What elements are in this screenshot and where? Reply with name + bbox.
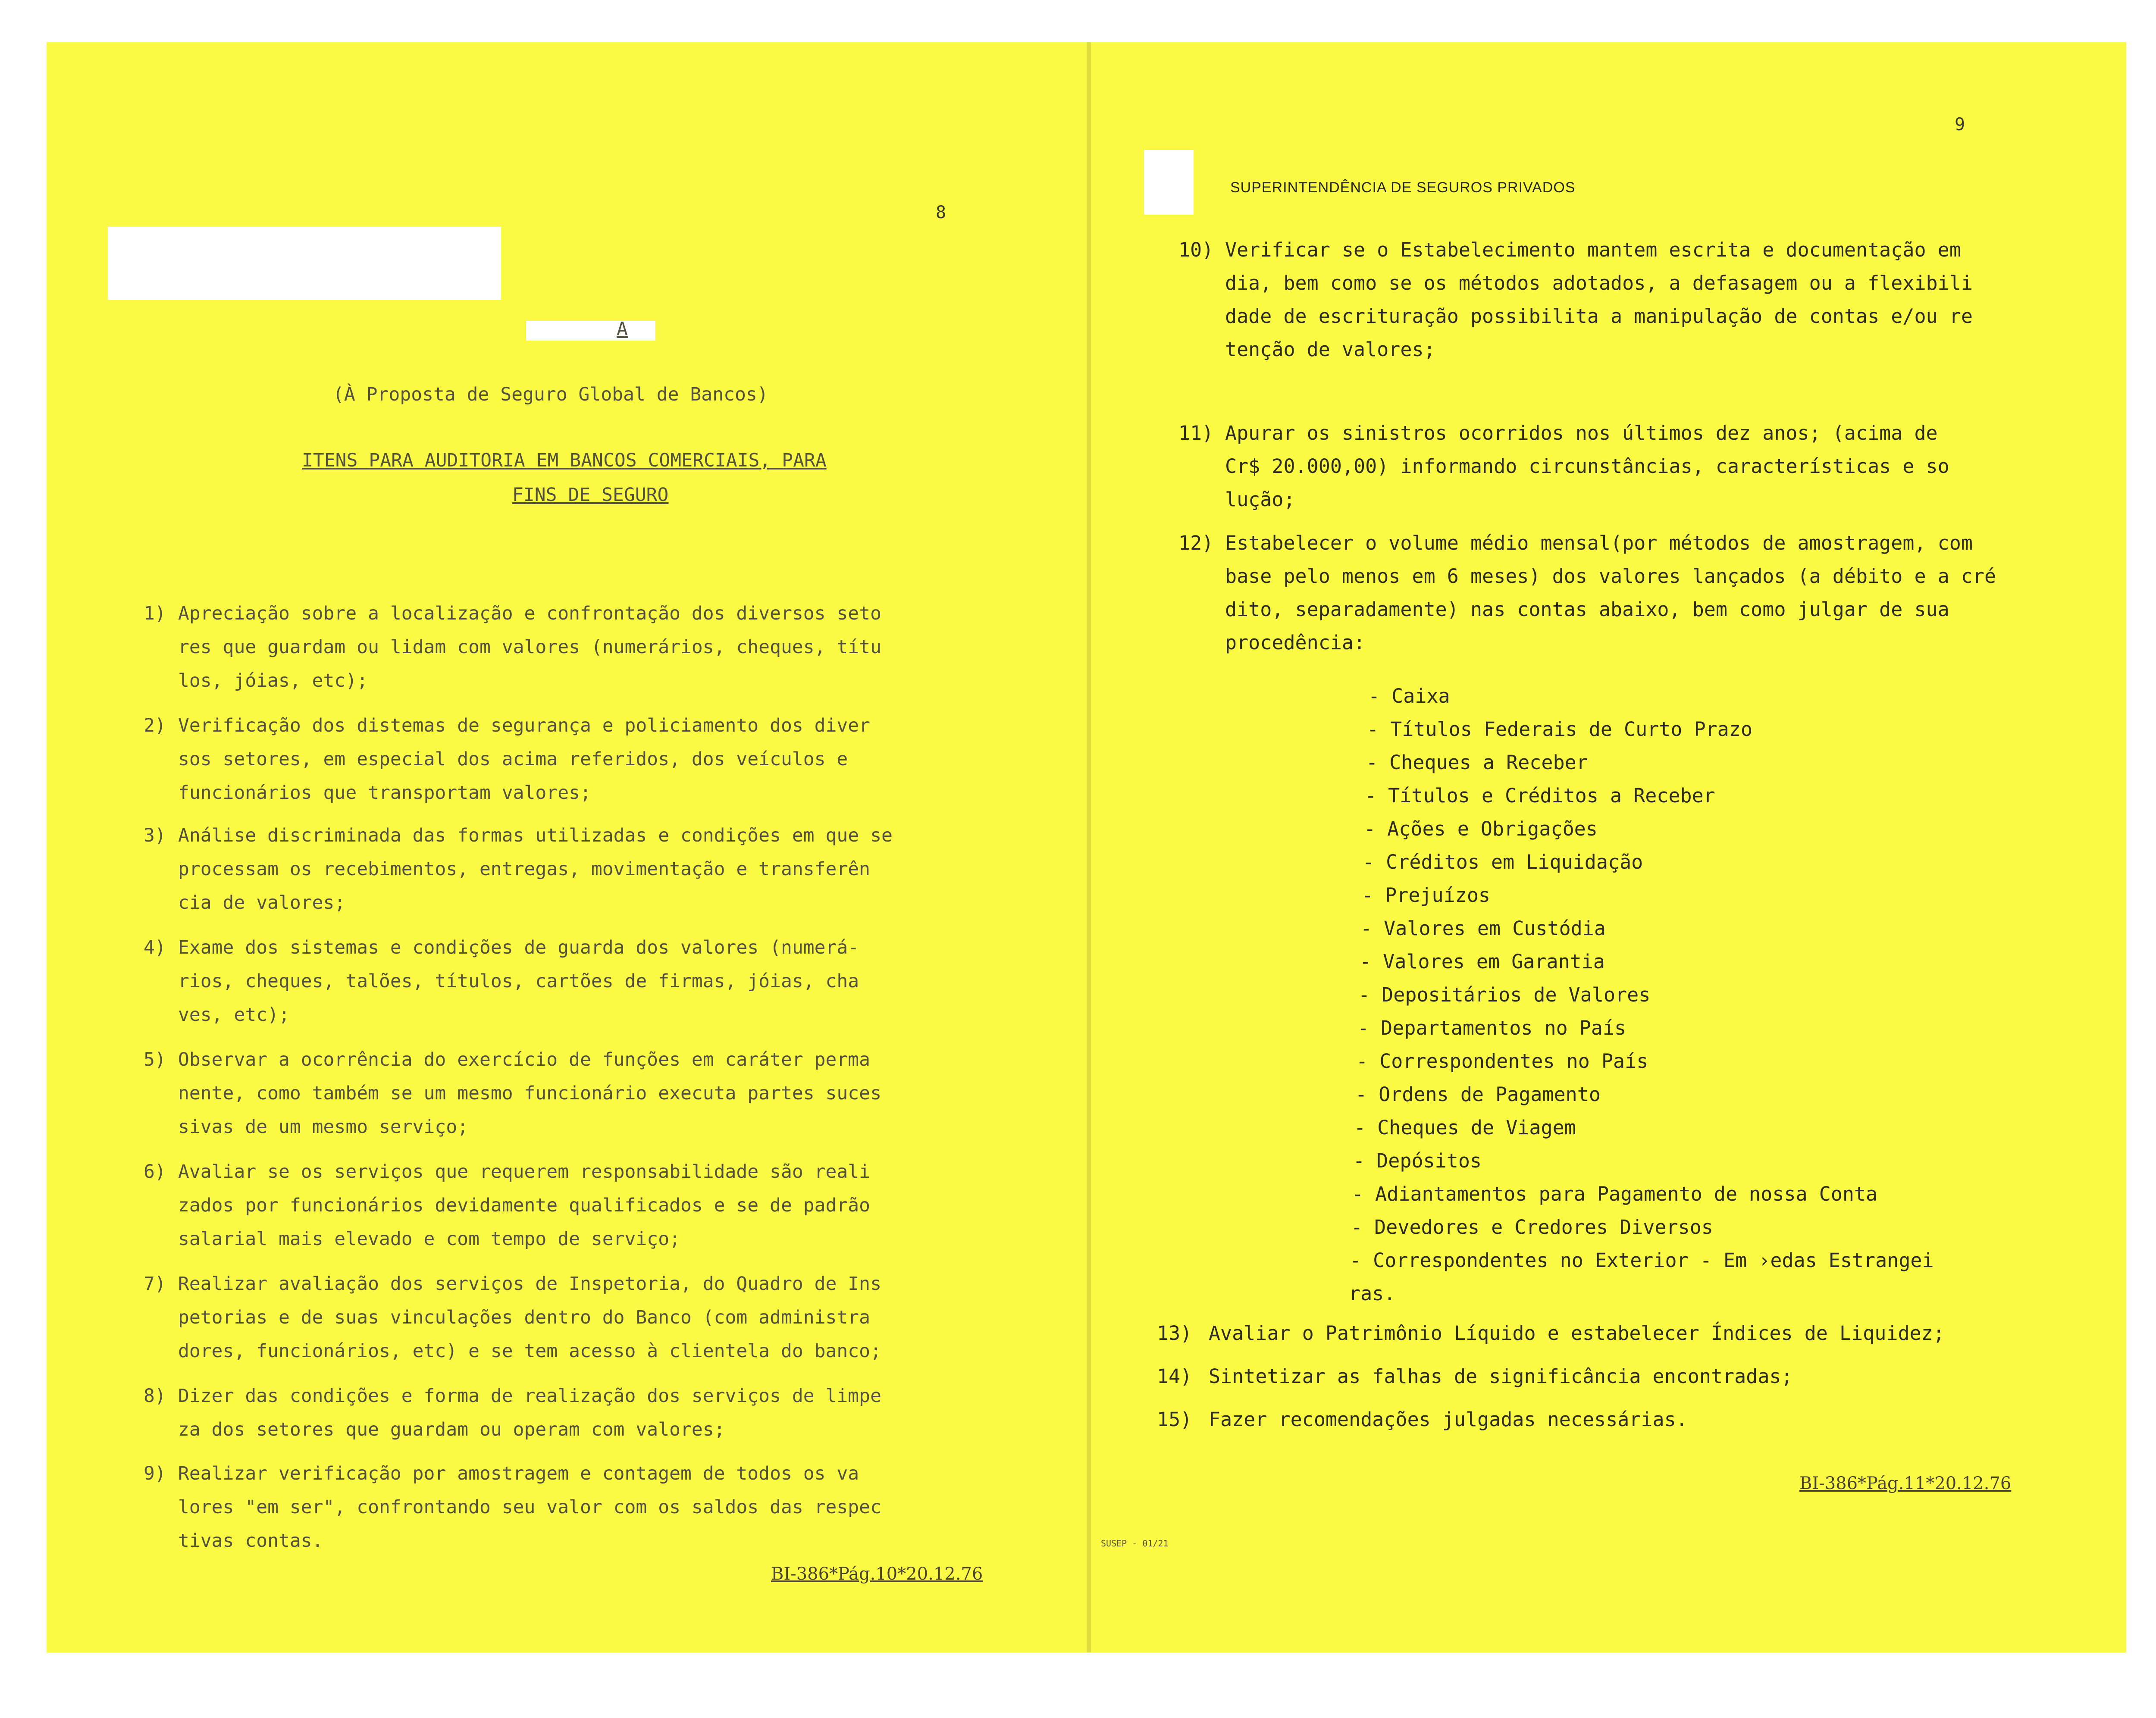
item-number: 2): [144, 715, 166, 736]
item-text-line: dade de escrituração possibilita a manipulação de contas e/ou re: [1225, 305, 1973, 328]
item-number: 14): [1157, 1365, 1192, 1388]
item-text-line: zados por funcionários devidamente qualificados e se de padrão: [178, 1195, 871, 1216]
item-text-line: dia, bem como se os métodos adotados, a defasagem ou a flexibili: [1225, 272, 1973, 294]
account-list-item: - Ações e Obrigações: [1364, 817, 1598, 840]
item-text-line: Observar a ocorrência do exercício de funções em caráter perma: [178, 1049, 871, 1070]
item-text-line: Sintetizar as falhas de significância encontradas;: [1209, 1365, 1793, 1388]
agency-header: SUPERINTENDÊNCIA DE SEGUROS PRIVADOS: [1230, 179, 1576, 196]
item-number: 5): [144, 1049, 166, 1070]
item-text-line: Fazer recomendações julgadas necessárias.: [1209, 1408, 1688, 1431]
item-number: 12): [1178, 532, 1214, 554]
item-text-line: processam os recebimentos, entregas, movimentação e transferên: [178, 858, 871, 880]
page-fold: [1087, 42, 1091, 1652]
page-number: 8: [936, 203, 946, 222]
account-list-item: - Caixa: [1368, 685, 1450, 707]
item-number: 9): [144, 1463, 166, 1484]
account-list-item: - Títulos e Créditos a Receber: [1365, 784, 1715, 807]
item-number: 3): [144, 825, 166, 846]
item-text-line: Verificação dos distemas de segurança e policiamento dos diver: [178, 715, 871, 736]
item-number: 15): [1157, 1408, 1192, 1431]
item-text-line: Cr$ 20.000,00) informando circunstâncias, características e so: [1225, 455, 1949, 478]
item-number: 7): [144, 1273, 166, 1295]
right-page: [1092, 42, 2126, 1652]
footer-reference: BI-386*Pág.10*20.12.76: [771, 1564, 983, 1584]
account-list-item: ras.: [1349, 1282, 1396, 1305]
account-list-item: - Cheques de Viagem: [1354, 1116, 1576, 1139]
item-text-line: Estabelecer o volume médio mensal(por métodos de amostragem, com: [1225, 532, 1973, 554]
item-text-line: za dos setores que guardam ou operam com valores;: [178, 1419, 725, 1440]
item-text-line: tivas contas.: [178, 1530, 323, 1552]
item-text-line: res que guardam ou lidam com valores (numerários, cheques, títu: [178, 636, 881, 658]
account-list-item: - Adiantamentos para Pagamento de nossa Conta: [1352, 1183, 1878, 1205]
item-text-line: dito, separadamente) nas contas abaixo, bem como julgar de sua: [1225, 598, 1949, 621]
title-line-1: ITENS PARA AUDITORIA EM BANCOS COMERCIAIS, PARA: [302, 450, 827, 471]
item-text-line: Realizar verificação por amostragem e contagem de todos os va: [178, 1463, 859, 1484]
item-number: 8): [144, 1385, 166, 1407]
item-text-line: nente, como também se um mesmo funcionário executa partes suces: [178, 1083, 881, 1104]
item-text-line: lores "em ser", confrontando seu valor com os saldos das respec: [178, 1496, 881, 1518]
item-text-line: dores, funcionários, etc) e se tem acesso à clientela do banco;: [178, 1340, 881, 1362]
form-stamp: SUSEP - 01/21: [1101, 1538, 1169, 1549]
account-list-item: - Ordens de Pagamento: [1355, 1083, 1601, 1106]
item-number: 6): [144, 1161, 166, 1183]
item-number: 11): [1178, 422, 1214, 444]
account-list-item: - Cheques a Receber: [1366, 751, 1588, 774]
redaction-box: [108, 227, 501, 300]
item-text-line: procedência:: [1225, 631, 1366, 654]
item-text-line: rios, cheques, talões, títulos, cartões de firmas, jóias, cha: [178, 970, 859, 992]
redaction-box: [1144, 150, 1194, 215]
left-page: [47, 42, 1092, 1652]
item-number: 4): [144, 937, 166, 958]
account-list-item: - Títulos Federais de Curto Prazo: [1367, 718, 1753, 741]
account-list-item: - Créditos em Liquidação: [1363, 851, 1643, 873]
account-list-item: - Depósitos: [1353, 1149, 1482, 1172]
item-text-line: Avaliar se os serviços que requerem responsabilidade são reali: [178, 1161, 871, 1183]
account-list-item: - Valores em Garantia: [1360, 950, 1605, 973]
redaction-strip: [526, 321, 655, 341]
footer-reference: BI-386*Pág.11*20.12.76: [1799, 1474, 2012, 1493]
item-text-line: tenção de valores;: [1225, 338, 1435, 361]
item-text-line: Análise discriminada das formas utilizadas e condições em que se: [178, 825, 893, 846]
item-text-line: Verificar se o Estabelecimento mantem escrita e documentação em: [1225, 238, 1961, 261]
page-number: 9: [1955, 115, 1965, 135]
item-text-line: lução;: [1225, 488, 1295, 511]
heading-letter: A: [617, 318, 628, 340]
item-number: 13): [1157, 1322, 1192, 1345]
title-line-2: FINS DE SEGURO: [512, 484, 669, 506]
item-text-line: Apurar os sinistros ocorridos nos últimos dez anos; (acima de: [1225, 422, 1938, 444]
item-text-line: base pelo menos em 6 meses) dos valores lançados (a débito e a cré: [1225, 565, 1996, 588]
item-text-line: salarial mais elevado e com tempo de serviço;: [178, 1228, 680, 1250]
item-number: 1): [144, 603, 166, 624]
account-list-item: - Correspondentes no País: [1356, 1050, 1648, 1073]
item-text-line: los, jóias, etc);: [178, 670, 368, 692]
item-text-line: Avaliar o Patrimônio Líquido e estabelecer Índices de Liquidez;: [1209, 1322, 1945, 1345]
account-list-item: - Correspondentes no Exterior - Em ›edas Estrangei: [1350, 1249, 1934, 1272]
item-text-line: sivas de um mesmo serviço;: [178, 1116, 469, 1138]
subtitle: (À Proposta de Seguro Global de Bancos): [333, 384, 768, 405]
item-text-line: petorias e de suas vinculações dentro do Banco (com administra: [178, 1307, 871, 1328]
item-text-line: Realizar avaliação dos serviços de Inspetoria, do Quadro de Ins: [178, 1273, 881, 1295]
account-list-item: - Devedores e Credores Diversos: [1351, 1216, 1713, 1239]
item-text-line: sos setores, em especial dos acima referidos, dos veículos e: [178, 748, 848, 770]
item-text-line: ves, etc);: [178, 1004, 290, 1026]
account-list-item: - Valores em Custódia: [1360, 917, 1606, 940]
item-text-line: Dizer das condições e forma de realização dos serviços de limpe: [178, 1385, 881, 1407]
item-text-line: Apreciação sobre a localização e confrontação dos diversos seto: [178, 603, 881, 624]
account-list-item: - Prejuízos: [1362, 884, 1491, 907]
account-list-item: - Departamentos no País: [1357, 1017, 1626, 1039]
item-number: 10): [1178, 238, 1214, 261]
account-list-item: - Depositários de Valores: [1358, 983, 1651, 1006]
item-text-line: funcionários que transportam valores;: [178, 782, 591, 804]
item-text-line: Exame dos sistemas e condições de guarda dos valores (numerá-: [178, 937, 859, 958]
item-text-line: cia de valores;: [178, 892, 346, 914]
